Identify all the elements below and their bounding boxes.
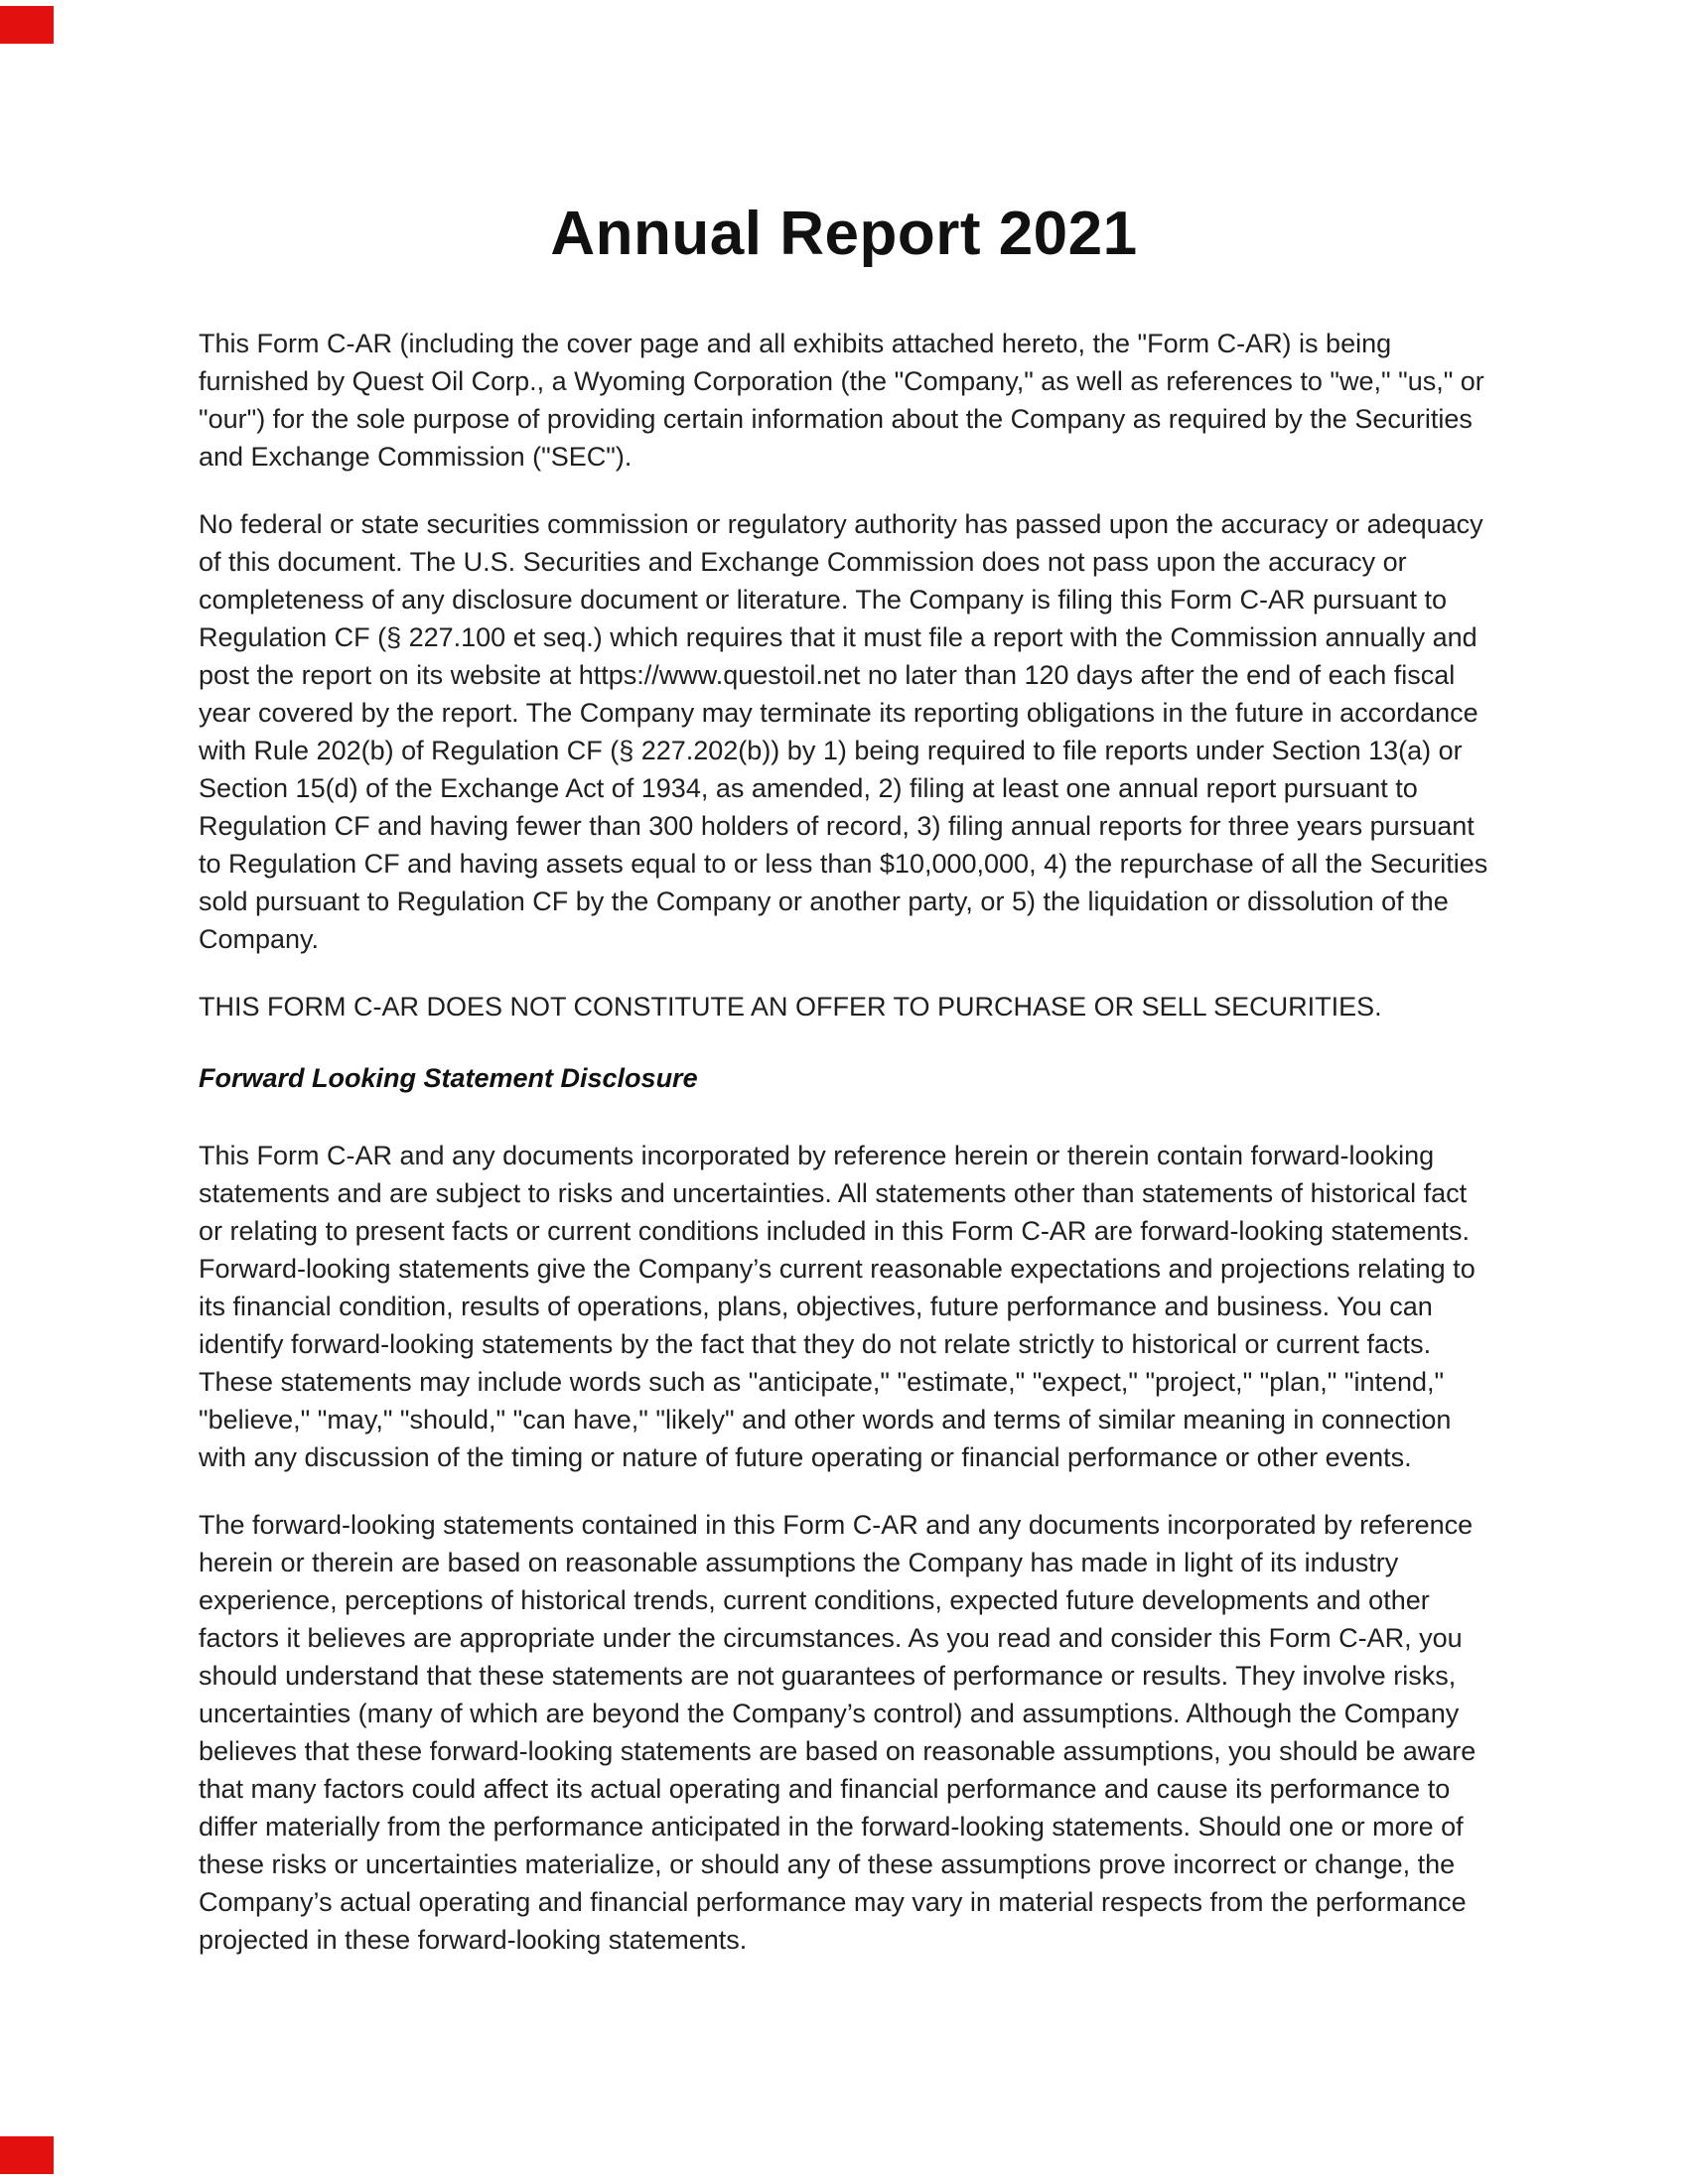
paragraph-forward-looking-1: This Form C-AR and any documents incorporated by reference herein or therein contain forward-looking statements and are subject to risks and uncertainties. All statements other than statements of historical fact or relating to present facts or current conditions included in this Form C-AR are forward-looking statements. Forward-looking statements give the Company’s current reasonable expectations and projections relating to its financial condition, results of operations, plans, objectives, future performance and business. You can identify forward-looking statements by the fact that they do not relate strictly to historical or current facts. These statements may include words such as "anticipate," "estimate," "expect," "project," "plan," "intend," "believe," "may," "should," "can have," "likely" and other words and terms of similar meaning in connection with any discussion of the timing or nature of future operating or financial performance or other events. (199, 1141, 1476, 1472)
paragraph-no-offer-statement: THIS FORM C-AR DOES NOT CONSTITUTE AN OFFER TO PURCHASE OR SELL SECURITIES. (199, 992, 1382, 1022)
section-heading-forward-looking-disclosure: Forward Looking Statement Disclosure (199, 1063, 698, 1093)
paragraph-intro: This Form C-AR (including the cover page and all exhibits attached hereto, the "Form C-AR) is being furnished by Quest Oil Corp., a Wyoming Corporation (the "Company," as well as references to "we," "us," or "our") for the sole purpose of providing certain information about the Company as required by the Securities and Exchange Commission ("SEC"). (199, 329, 1484, 472)
paragraph-forward-looking-2: The forward-looking statements contained in this Form C-AR and any documents incorporated by reference herein or therein are based on reasonable assumptions the Company has made in light of its industry experience, perceptions of historical trends, current conditions, expected future developments and other factors it believes are appropriate under the circumstances. As you read and consider this Form C-AR, you should understand that these statements are not guarantees of performance or results. They involve risks, uncertainties (many of which are beyond the Company’s control) and assumptions. Although the Company believes that these forward-looking statements are based on reasonable assumptions, you should be aware that many factors could affect its actual operating and financial performance and cause its performance to differ materially from the performance anticipated in the forward-looking statements. Should one or more of these risks or uncertainties materialize, or should any of these assumptions prove incorrect or change, the Company’s actual operating and financial performance may vary in material respects from the performance projected in these forward-looking statements. (199, 1510, 1477, 1955)
document-title: Annual Report 2021 (550, 200, 1138, 268)
paragraph-sec-disclaimer: No federal or state securities commission or regulatory authority has passed upon the accuracy or adequacy of this document. The U.S. Securities and Exchange Commission does not pass upon the accuracy or completeness of any disclosure document or literature. The Company is filing this Form C-AR pursuant to Regulation CF (§ 227.100 et seq.) which requires that it must file a report with the Commission annually and post the report on its website at https://www.questoil.net no later than 120 days after the end of each fiscal year covered by the report. The Company may terminate its reporting obligations in the future in accordance with Rule 202(b) of Regulation CF (§ 227.202(b)) by 1) being required to file reports under Section 13(a) or Section 15(d) of the Exchange Act of 1934, as amended, 2) filing at least one annual report pursuant to Regulation CF and having fewer than 300 holders of record, 3) filing annual reports for three years pursuant to Regulation CF and having assets equal to or less than $10,000,000, 4) the repurchase of all the Securities sold pursuant to Regulation CF by the Company or another party, or 5) the liquidation or dissolution of the Company. (199, 509, 1488, 954)
red-corner-mark-bottom (0, 2136, 54, 2174)
red-corner-mark-top (0, 6, 54, 44)
